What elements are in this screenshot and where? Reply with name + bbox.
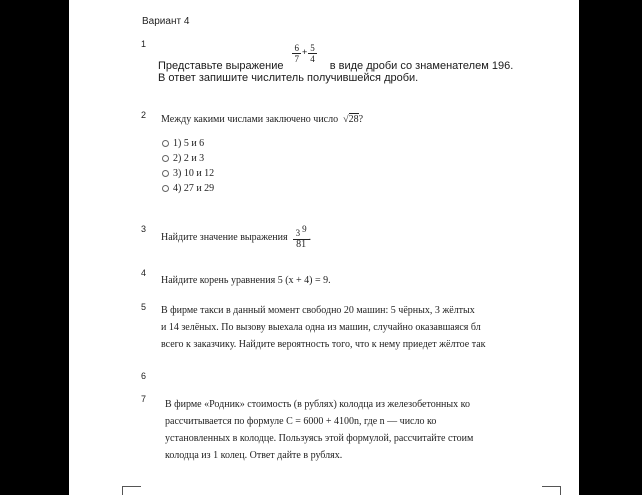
question-1-intro: Представьте выражение bbox=[158, 60, 284, 72]
power-exponent: 9 bbox=[302, 223, 307, 234]
option-3[interactable]: 3) 10 и 12 bbox=[162, 166, 214, 181]
fraction-1-denominator: 7 bbox=[294, 54, 299, 64]
question-7-text bbox=[165, 398, 539, 466]
crop-mark-right bbox=[542, 486, 561, 495]
variant-title: Вариант 4 bbox=[142, 16, 190, 27]
question-5-text bbox=[161, 304, 539, 355]
radio-icon[interactable] bbox=[162, 185, 169, 192]
radio-icon[interactable] bbox=[162, 170, 169, 177]
question-7-line-2: рассчитывается по формуле C = 6000 + 4100n, где n — число ко bbox=[165, 416, 437, 427]
fraction-2-numerator: 5 bbox=[310, 43, 315, 53]
question-7-line-4: колодца из 1 колец. Ответ дайте в рублях. bbox=[165, 450, 343, 461]
question-4-number: 4 bbox=[141, 268, 147, 278]
question-3-prompt: Найдите значение выражения bbox=[161, 231, 288, 243]
question-5-number: 5 bbox=[141, 302, 147, 312]
radio-icon[interactable] bbox=[162, 155, 169, 162]
question-2-number: 2 bbox=[141, 110, 147, 120]
question-4-text: Найдите корень уравнения 5 (x + 4) = 9. bbox=[161, 275, 331, 286]
question-3-text bbox=[161, 220, 311, 254]
question-1-line-2: В ответ запишите числитель получившейся дроби. bbox=[158, 72, 419, 84]
question-3-period: . bbox=[308, 231, 312, 243]
question-1-outro: в виде дроби со знаменателем 196. bbox=[329, 60, 514, 72]
question-2-prompt: Между какими числами заключено число bbox=[161, 114, 339, 125]
power-fraction-denominator: 81 bbox=[296, 239, 307, 251]
option-2[interactable]: 2) 2 и 3 bbox=[162, 151, 214, 166]
option-4[interactable]: 4) 27 и 29 bbox=[162, 181, 214, 196]
question-1-number: 1 bbox=[141, 39, 147, 49]
document-page bbox=[69, 0, 579, 495]
radio-icon[interactable] bbox=[162, 140, 169, 147]
plus-sign: + bbox=[301, 47, 308, 57]
fraction-1-numerator: 6 bbox=[294, 43, 299, 53]
question-5-line-2: и 14 зелёных. По вызову выехала одна из машин, случайно оказавшаяся бл bbox=[161, 322, 481, 333]
power-fraction bbox=[294, 224, 309, 250]
question-7-number: 7 bbox=[141, 394, 147, 404]
question-2-options bbox=[162, 136, 214, 196]
question-2-mark: ? bbox=[358, 114, 364, 125]
question-1-text bbox=[158, 42, 578, 84]
question-6-number: 6 bbox=[141, 371, 147, 381]
question-2-text: Между какими числами заключено число √28? bbox=[161, 114, 364, 125]
question-3-number: 3 bbox=[141, 224, 147, 234]
question-7-line-1: В фирме «Родник» стоимость (в рублях) колодца из железобетонных ко bbox=[165, 399, 470, 410]
question-7-line-3: установленных в колодце. Пользуясь этой формулой, рассчитайте стоим bbox=[165, 433, 474, 444]
question-5-line-3: всего к заказчику. Найдите вероятность того, что к нему приедет жёлтое так bbox=[161, 339, 486, 350]
power-base: 3 bbox=[295, 228, 301, 239]
fraction-1 bbox=[293, 43, 300, 64]
crop-mark-left bbox=[122, 486, 141, 495]
question-5-line-1: В фирме такси в данный момент свободно 20 машин: 5 чёрных, 3 жёлтых bbox=[161, 305, 475, 316]
fraction-2 bbox=[309, 43, 316, 64]
sqrt-radicand: 28 bbox=[348, 114, 359, 125]
fraction-2-denominator: 4 bbox=[310, 54, 315, 64]
option-1[interactable]: 1) 5 и 6 bbox=[162, 136, 214, 151]
